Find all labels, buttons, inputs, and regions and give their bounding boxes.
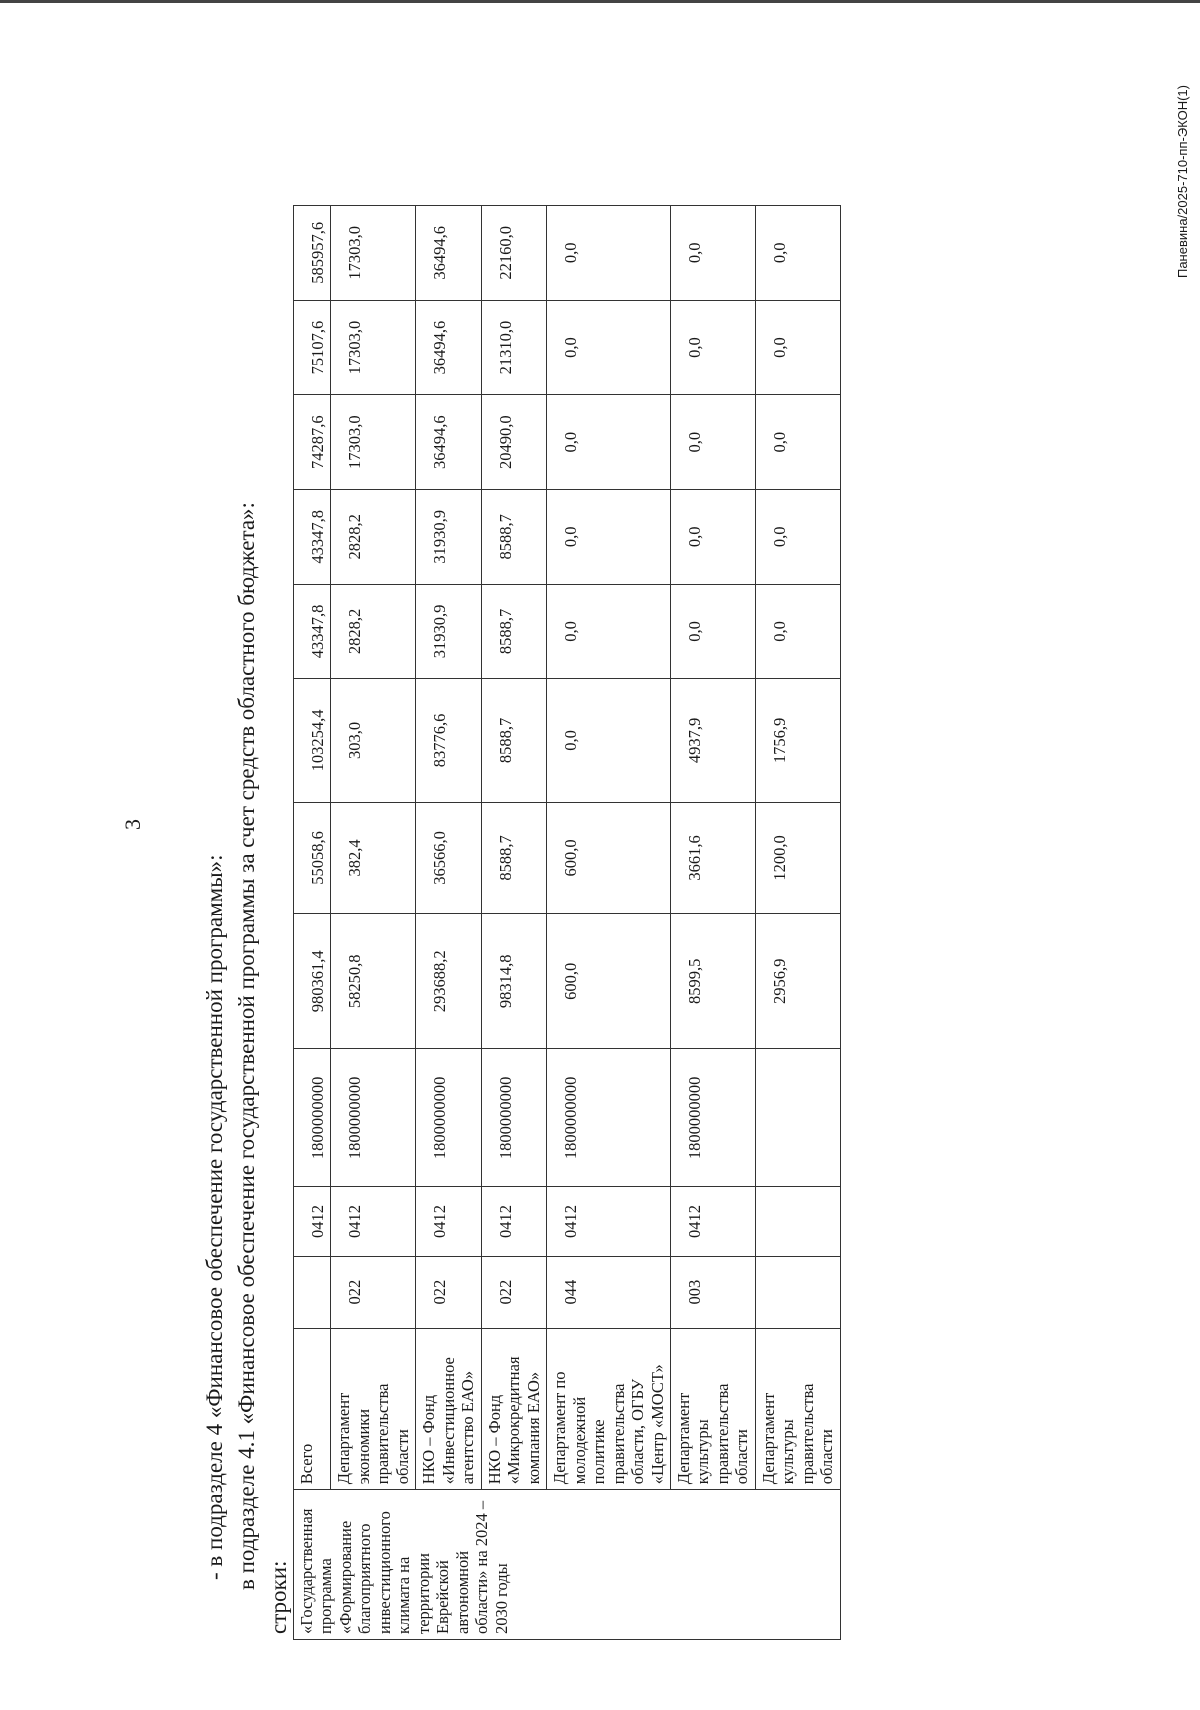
table-row bbox=[670, 206, 755, 1640]
year-amount-cell: 8588,7 bbox=[481, 802, 546, 913]
year-amount-cell: 0,0 bbox=[670, 300, 755, 395]
year-amount-cell: 8588,7 bbox=[481, 490, 546, 585]
year-amount-cell: 600,0 bbox=[547, 802, 671, 913]
total-amount-cell: 293688,2 bbox=[416, 914, 481, 1049]
year-amount-cell: 0,0 bbox=[755, 584, 840, 679]
year-amount-cell: 43347,8 bbox=[294, 584, 331, 679]
section-code-cell bbox=[755, 1187, 840, 1256]
table-row bbox=[416, 206, 481, 1640]
section-code-cell: 0412 bbox=[416, 1187, 481, 1256]
grbs-code-cell: 022 bbox=[416, 1256, 481, 1328]
year-amount-cell: 31930,9 bbox=[416, 490, 481, 585]
year-amount-cell: 55058,6 bbox=[294, 802, 331, 913]
table-row bbox=[331, 206, 416, 1640]
year-amount-cell: 31930,9 bbox=[416, 584, 481, 679]
year-amount-cell: 8588,7 bbox=[481, 584, 546, 679]
target-article-cell: 1800000000 bbox=[547, 1049, 671, 1187]
section-code-cell: 0412 bbox=[294, 1187, 331, 1256]
total-amount-cell: 600,0 bbox=[547, 914, 671, 1049]
year-amount-cell: 36494,6 bbox=[416, 300, 481, 395]
year-amount-cell: 36494,6 bbox=[416, 206, 481, 301]
section-code-cell: 0412 bbox=[331, 1187, 416, 1256]
year-amount-cell: 1200,0 bbox=[755, 802, 840, 913]
year-amount-cell: 303,0 bbox=[331, 679, 416, 802]
total-amount-cell: 58250,8 bbox=[331, 914, 416, 1049]
year-amount-cell: 83776,6 bbox=[416, 679, 481, 802]
total-amount-cell: 2956,9 bbox=[755, 914, 840, 1049]
year-amount-cell: 1756,9 bbox=[755, 679, 840, 802]
table-row bbox=[481, 206, 546, 1640]
year-amount-cell: 21310,0 bbox=[481, 300, 546, 395]
grbs-code-cell bbox=[755, 1256, 840, 1328]
year-amount-cell: 103254,4 bbox=[294, 679, 331, 802]
year-amount-cell: 36494,6 bbox=[416, 395, 481, 490]
target-article-cell: 1800000000 bbox=[481, 1049, 546, 1187]
year-amount-cell: 0,0 bbox=[755, 395, 840, 490]
year-amount-cell: 74287,6 bbox=[294, 395, 331, 490]
target-article-cell: 1800000000 bbox=[670, 1049, 755, 1187]
program-name-cell: «Государственная программа «Формирование благоприятного инвестиционного климата на территории Еврейской автономной области» на 2024 – 2030 годы bbox=[294, 1490, 841, 1640]
total-amount-cell: 98314,8 bbox=[481, 914, 546, 1049]
target-article-cell bbox=[755, 1049, 840, 1187]
year-amount-cell: 0,0 bbox=[755, 300, 840, 395]
grbs-code-cell: 022 bbox=[481, 1256, 546, 1328]
year-amount-cell: 2828,2 bbox=[331, 490, 416, 585]
year-amount-cell: 0,0 bbox=[547, 300, 671, 395]
executor-cell: Департамент культуры правительства области bbox=[755, 1328, 840, 1490]
year-amount-cell: 0,0 bbox=[755, 490, 840, 585]
year-amount-cell: 43347,8 bbox=[294, 490, 331, 585]
section-code-cell: 0412 bbox=[670, 1187, 755, 1256]
year-amount-cell: 36566,0 bbox=[416, 802, 481, 913]
year-amount-cell: 0,0 bbox=[547, 490, 671, 585]
target-article-cell: 1800000000 bbox=[331, 1049, 416, 1187]
year-amount-cell: 4937,9 bbox=[670, 679, 755, 802]
year-amount-cell: 0,0 bbox=[670, 584, 755, 679]
year-amount-cell: 8588,7 bbox=[481, 679, 546, 802]
intro-line-2: в подразделе 4.1 «Финансовое обеспечение государственной программы за счет средств областного бюджета»: bbox=[234, 502, 259, 1590]
year-amount-cell: 0,0 bbox=[547, 679, 671, 802]
document-footer: Паневина/2025-710-пп-ЭКОН(1) bbox=[1175, 85, 1190, 279]
intro-line-3: строки: bbox=[266, 1560, 291, 1634]
financing-table bbox=[293, 205, 841, 1640]
year-amount-cell: 0,0 bbox=[670, 490, 755, 585]
target-article-cell: 1800000000 bbox=[416, 1049, 481, 1187]
year-amount-cell: 17303,0 bbox=[331, 206, 416, 301]
intro-line-1: - в подразделе 4 «Финансовое обеспечение государственной программы»: bbox=[202, 854, 227, 1580]
grbs-code-cell bbox=[294, 1256, 331, 1328]
year-amount-cell: 22160,0 bbox=[481, 206, 546, 301]
grbs-code-cell: 003 bbox=[670, 1256, 755, 1328]
page-number: 3 bbox=[120, 819, 145, 830]
table-row bbox=[547, 206, 671, 1640]
year-amount-cell: 20490,0 bbox=[481, 395, 546, 490]
year-amount-cell: 0,0 bbox=[547, 206, 671, 301]
rotated-content bbox=[110, 60, 1200, 1640]
year-amount-cell: 382,4 bbox=[331, 802, 416, 913]
year-amount-cell: 75107,6 bbox=[294, 300, 331, 395]
year-amount-cell: 0,0 bbox=[670, 206, 755, 301]
year-amount-cell: 585957,6 bbox=[294, 206, 331, 301]
year-amount-cell: 0,0 bbox=[547, 584, 671, 679]
scan-edge-line bbox=[0, 0, 1200, 3]
year-amount-cell: 0,0 bbox=[670, 395, 755, 490]
executor-cell: Всего bbox=[294, 1328, 331, 1490]
executor-cell: НКО – Фонд «Микрокредитная компания ЕАО» bbox=[481, 1328, 546, 1490]
year-amount-cell: 0,0 bbox=[755, 206, 840, 301]
executor-cell: Департамент культуры правительства области bbox=[670, 1328, 755, 1490]
year-amount-cell: 17303,0 bbox=[331, 395, 416, 490]
executor-cell: НКО – Фонд «Инвестиционное агентство ЕАО» bbox=[416, 1328, 481, 1490]
grbs-code-cell: 044 bbox=[547, 1256, 671, 1328]
year-amount-cell: 2828,2 bbox=[331, 584, 416, 679]
section-code-cell: 0412 bbox=[481, 1187, 546, 1256]
total-amount-cell: 980361,4 bbox=[294, 914, 331, 1049]
year-amount-cell: 0,0 bbox=[547, 395, 671, 490]
table-row bbox=[294, 206, 331, 1640]
target-article-cell: 1800000000 bbox=[294, 1049, 331, 1187]
year-amount-cell: 17303,0 bbox=[331, 300, 416, 395]
executor-cell: Департамент по молодежной политике правительства области, ОГБУ «Центр «МОСТ» bbox=[547, 1328, 671, 1490]
grbs-code-cell: 022 bbox=[331, 1256, 416, 1328]
total-amount-cell: 8599,5 bbox=[670, 914, 755, 1049]
year-amount-cell: 3661,6 bbox=[670, 802, 755, 913]
executor-cell: Департамент экономики правительства области bbox=[331, 1328, 416, 1490]
table-row bbox=[755, 206, 840, 1640]
section-code-cell: 0412 bbox=[547, 1187, 671, 1256]
